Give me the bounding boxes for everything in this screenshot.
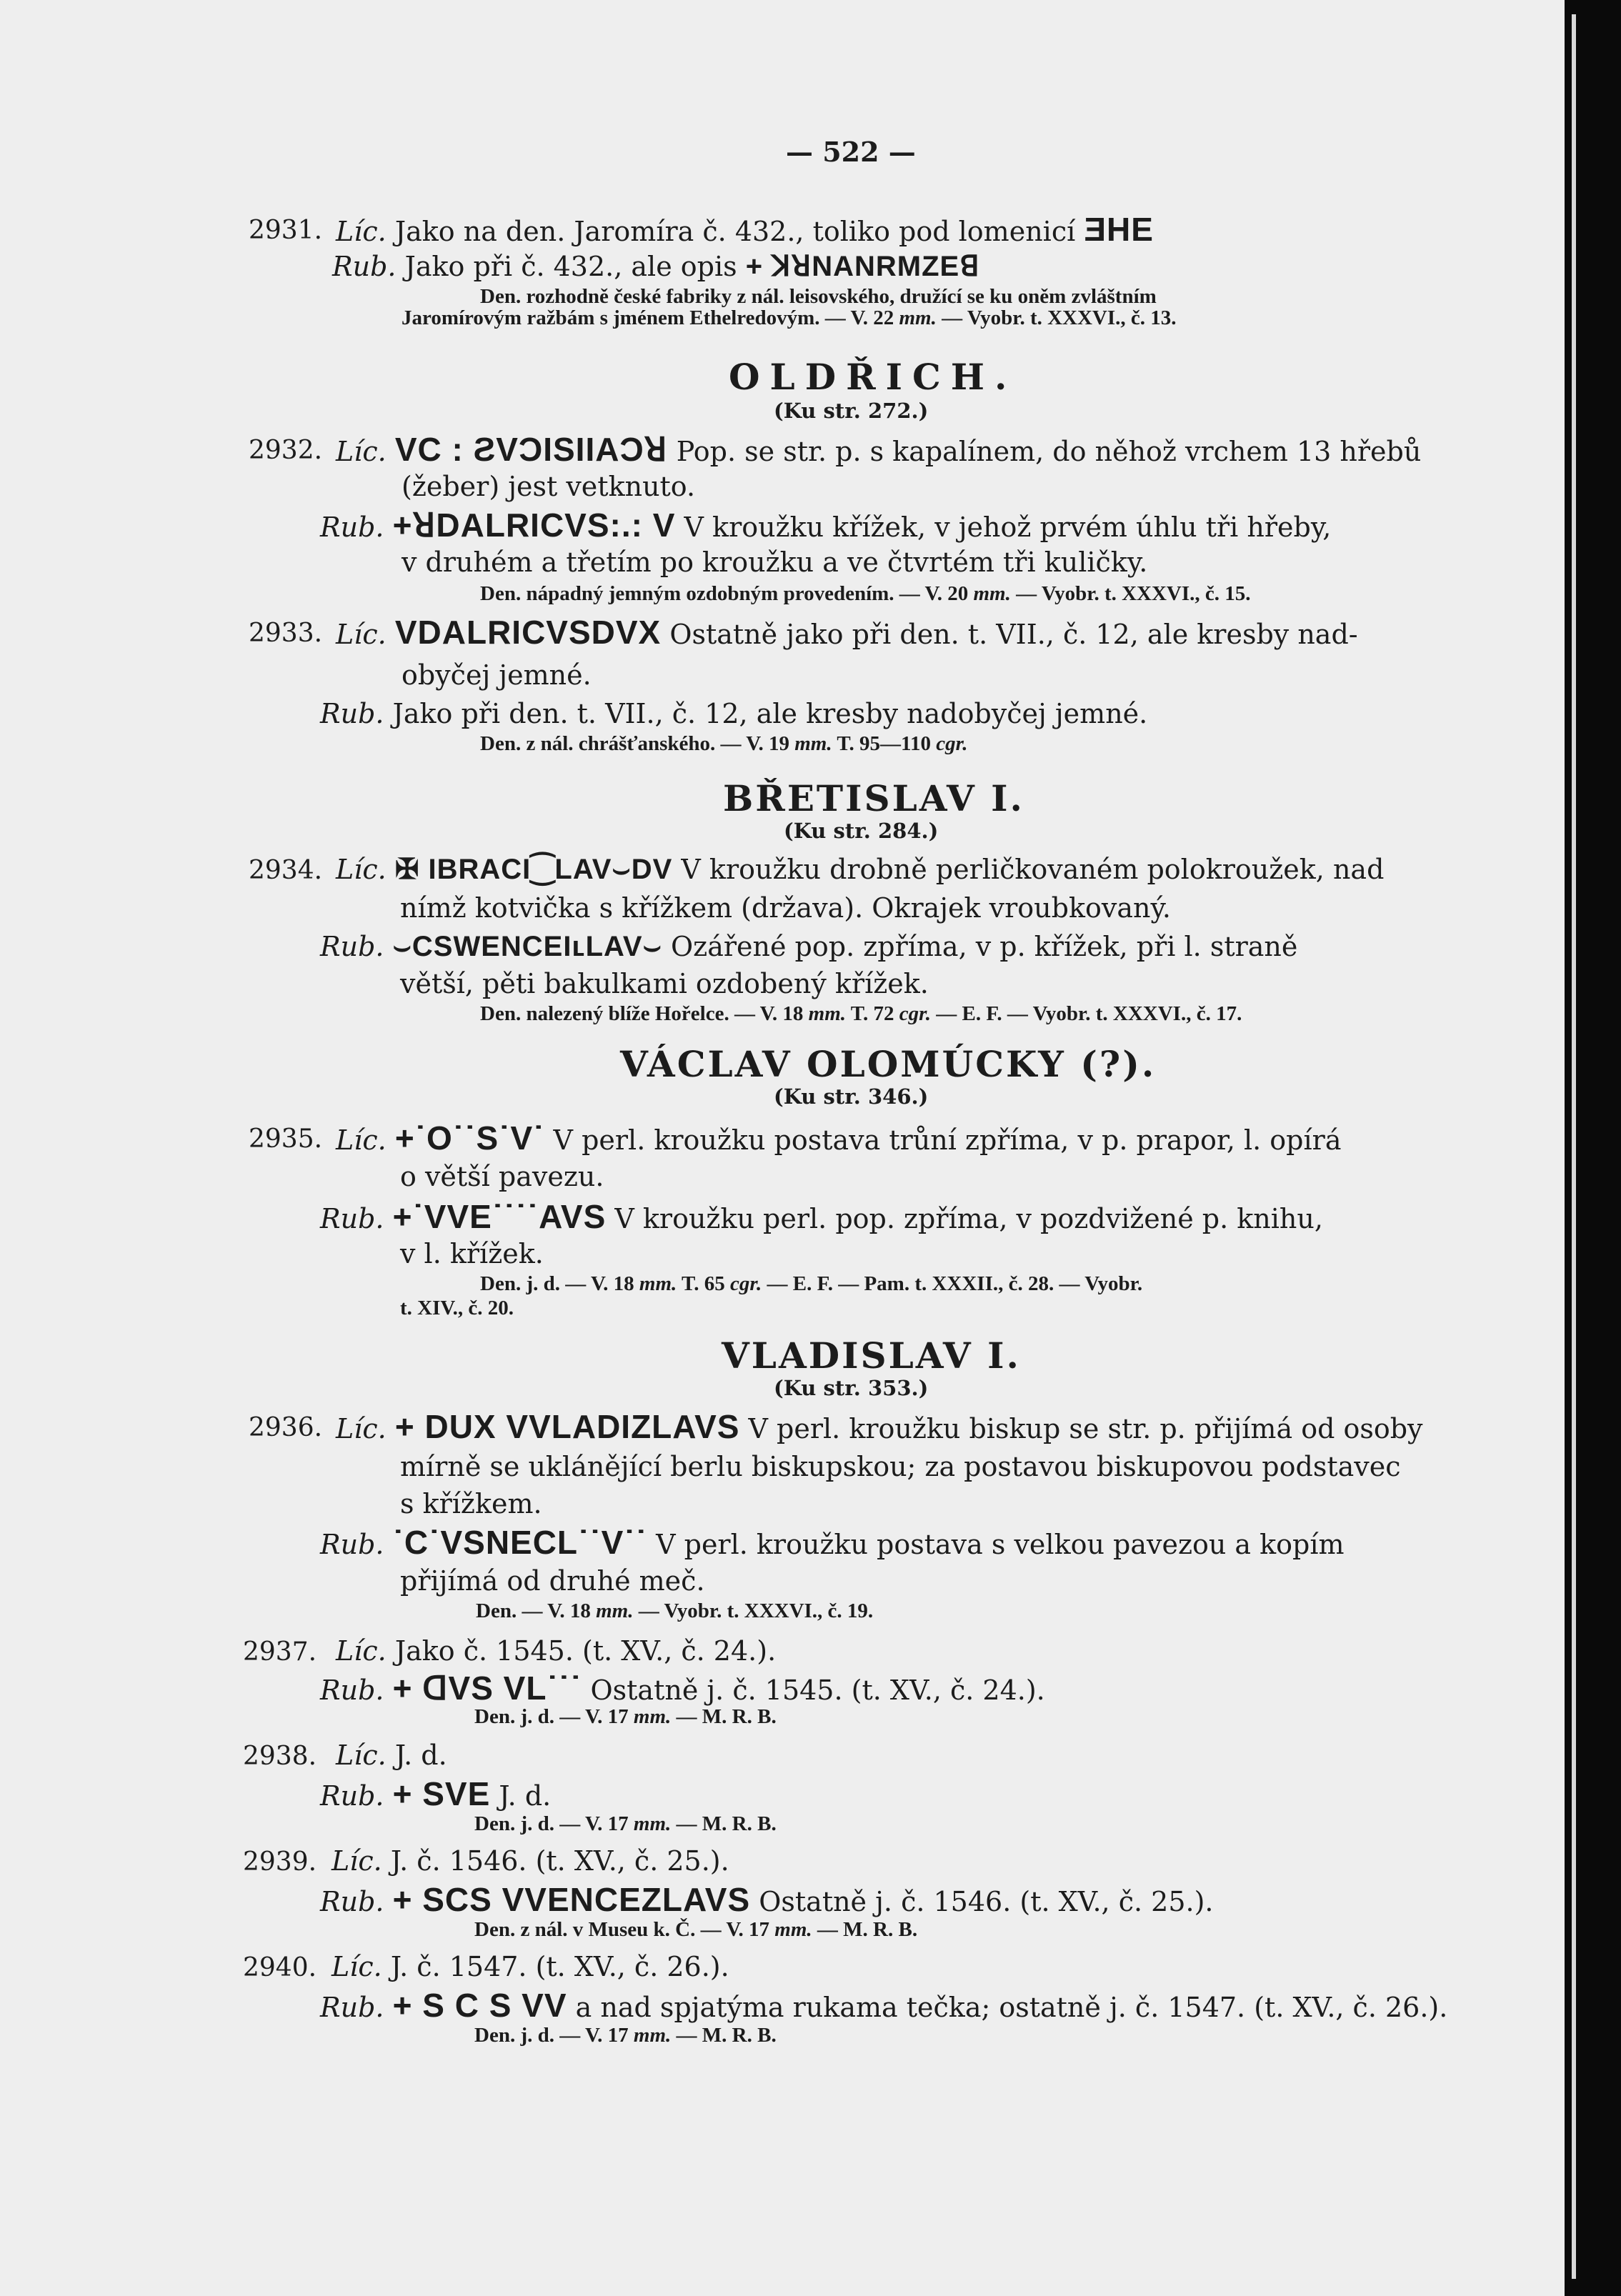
note-unit: mm. [774,1918,812,1941]
obverse-text: Ostatně jako při den. t. VII., č. 12, ale kresby nad- [669,619,1358,650]
reverse-label: Rub. [320,1992,384,2023]
obverse-text: obyčej jemné. [401,659,592,691]
note [476,1599,873,1623]
reverse-line [320,930,1297,963]
reverse-label: Rub. [332,251,396,282]
obverse-line [336,1119,1342,1157]
note-unit: mm. [596,1599,634,1622]
coin-legend: ƎHE [1084,211,1154,248]
reverse-line [320,1669,1045,1707]
obverse-text: (žeber) jest vetknuto. [401,471,696,502]
obverse-line [336,1634,776,1667]
obverse-text: nímž kotvička s křížkem (država). Okrajek vroubkovaný. [400,892,1171,924]
reverse-label: Rub. [320,1780,384,1812]
obverse-text: Pop. se str. p. s kapalínem, do něhož vrchem 13 hřebů [676,436,1422,467]
note [480,732,968,756]
reverse-line [332,250,980,283]
note [474,1917,917,1942]
reverse-text: v druhém a třetím po kroužku a ve čtvrtém tři kuličky. [401,546,1148,578]
coin-legend: ⌣CSWENCEIʟLAV⌣ [392,931,662,962]
coin-legend: VDALRICVSDVX [394,614,662,651]
obverse-label: Líc. [336,216,386,247]
reverse-text: větší, pěti bakulkami ozdobený křížek. [400,968,929,999]
entry-number: 2934. [249,856,323,885]
note [480,1272,1142,1296]
coin-legend: +˙VVE˙˙˙˙AVS [392,1198,607,1235]
reverse-line [320,1777,551,1812]
reverse-line [320,1200,1323,1235]
note [474,1812,777,1836]
reverse-label: Rub. [320,931,384,962]
obverse-label: Líc. [336,1124,386,1156]
entry-number: 2935. [249,1124,323,1154]
note-text: T. 72 [850,1002,894,1025]
entry-number: 2940. [243,1953,317,1982]
obverse-line [336,853,1384,886]
obverse-line [336,433,1421,468]
obverse-text: V kroužku drobně perličkovaném polokroužek, nad [681,854,1385,885]
note-unit: mm. [633,1705,672,1728]
obverse-text: J. d. [394,1740,447,1771]
obverse-text: Jako na den. Jaromíra č. 432., toliko pod lomenicí [394,216,1076,247]
note-unit: mm. [639,1272,677,1295]
coin-legend: +ꓤDALRICVS:.: V [392,506,676,544]
note-text: — M. R. B. [676,2024,777,2047]
entry-number: 2937. [243,1637,317,1667]
obverse-line [336,213,1154,248]
note-text: Den. j. d. — V. 17 [474,2024,629,2047]
note-text: T. 95—110 [837,732,931,755]
reverse-label: Rub. [320,1529,384,1560]
note-unit: mm. [633,2024,672,2047]
obverse-text: J. č. 1547. (t. XV., č. 26.). [390,1951,729,1982]
section-heading: OLDŘICH. [729,356,1017,398]
obverse-label: Líc. [336,619,386,650]
reverse-text: V perl. kroužku postava s velkou pavezou a kopím [656,1529,1345,1560]
reverse-text: V kroužku perl. pop. zpříma, v pozdvižené p. knihu, [614,1203,1323,1234]
obverse-label: Líc. [336,854,386,885]
note-text: — E. F. — Pam. t. XXXII., č. 28. — Vyobr. [767,1272,1143,1295]
page-number: — 522 — [786,136,916,168]
note-text: — Vyobr. t. XXXVI., č. 13. [942,306,1177,329]
note-text: Den. z nál. chrášťanského. — V. 19 [480,732,789,755]
reverse-text: a nad spjatýma rukama tečka; ostatně j. č. 1547. (t. XV., č. 26.). [575,1992,1448,2023]
note-text: Den. nápadný jemným ozdobným provedením. — V. 20 [480,582,969,605]
note [480,1002,1242,1026]
obverse-label: Líc. [336,1635,386,1667]
obverse-label: Líc. [336,1413,386,1444]
reverse-line [320,697,1147,730]
obverse-text: V perl. kroužku postava trůní zpříma, v p. prapor, l. opírá [553,1124,1342,1156]
note-text: Den. — V. 18 [476,1599,591,1622]
obverse-line [331,1845,729,1877]
section-heading: BŘETISLAV I. [723,777,1024,819]
coin-legend: + DUX VVLADIZLAVS [394,1408,740,1445]
coin-legend: + SCS VVENCEZLAVS [392,1881,751,1918]
note-text: — M. R. B. [676,1812,777,1835]
coin-legend: +˙O˙˙S˙V˙ [394,1119,545,1157]
note [480,582,1251,606]
entry-number: 2939. [243,1847,317,1877]
coin-legend: VC : ƧVϽISIIAϽꓤ [394,431,668,468]
coin-legend: ✠ IBRACI⁐LAV⌣DV [394,854,673,885]
note-unit: mm. [794,732,832,755]
note-unit: mm. [973,582,1011,605]
reverse-text: Ozářené pop. zpříma, v p. křížek, při l. straně [671,931,1298,962]
coin-legend: + ꓷVS VL˙˙˙ [392,1669,582,1707]
obverse-line [336,1410,1423,1445]
reverse-label: Rub. [320,1886,384,1917]
note-unit: mm. [633,1812,672,1835]
note-unit: mm. [808,1002,847,1025]
section-heading: VÁCLAV OLOMÚCKY (?). [620,1043,1157,1085]
obverse-line [336,1739,447,1772]
obverse-label: Líc. [331,1951,382,1982]
section-subheading: (Ku str. 284.) [784,819,939,843]
reverse-text: Ostatně j. č. 1545. (t. XV., č. 24.). [590,1674,1045,1706]
obverse-text: mírně se uklánějící berlu biskupskou; za postavou biskupovou podstavec [400,1451,1401,1482]
entry-number: 2933. [249,619,323,648]
note [474,2023,777,2047]
reverse-line [320,1883,1214,1918]
note [401,306,1177,330]
obverse-line [336,616,1358,651]
section-subheading: (Ku str. 346.) [774,1084,929,1109]
note-text: Den. nalezený blíže Hořelce. — V. 18 [480,1002,804,1025]
reverse-line [320,1989,1447,2024]
note-text: — M. R. B. [676,1705,777,1728]
reverse-label: Rub. [320,1674,384,1706]
obverse-text: J. č. 1546. (t. XV., č. 25.). [390,1845,729,1877]
reverse-text: V kroužku křížek, v jehož prvém úhlu tři hřeby, [684,511,1332,543]
coin-legend: + S C S VV [392,1987,567,2024]
reverse-text: Ostatně j. č. 1546. (t. XV., č. 25.). [759,1886,1214,1917]
note-text: Den. j. d. — V. 17 [474,1705,629,1728]
reverse-text: Jako při č. 432., ale opis [404,251,737,282]
reverse-line [320,506,1332,544]
entry-number: 2938. [243,1742,317,1771]
reverse-text: Jako při den. t. VII., č. 12, ale kresby nadobyčej jemné. [392,698,1148,729]
obverse-label: Líc. [331,1845,382,1877]
note-text: Jaromírovým ražbám s jménem Ethelredovým. — V. 22 [401,306,894,329]
reverse-text: přijímá od druhé meč. [400,1565,705,1597]
coin-legend: + ꓘꓤNANRMZEꓭ [745,251,980,282]
entry-number: 2932. [249,436,323,465]
note-text: — E. F. — Vyobr. t. XXXVI., č. 17. [936,1002,1242,1025]
note: Den. rozhodně české fabriky z nál. leisovského, družící se ku oněm zvláštním [480,285,1157,308]
obverse-text: V perl. kroužku biskup se str. p. přijímá od osoby [748,1413,1423,1444]
note-text: Den. j. d. — V. 18 [480,1272,634,1295]
note [474,1704,777,1729]
note-text: — Vyobr. t. XXXVI., č. 19. [638,1599,874,1622]
coin-legend: ˙C˙VSNECL˙˙V˙˙ [392,1524,647,1561]
note-text: — Vyobr. t. XXXVI., č. 15. [1016,582,1251,605]
note-text: T. 65 [682,1272,725,1295]
note-unit: cgr. [899,1002,932,1025]
note-unit: cgr. [729,1272,762,1295]
note-text: — M. R. B. [817,1918,918,1941]
reverse-label: Rub. [320,1203,384,1234]
obverse-label: Líc. [336,1740,386,1771]
note-unit: mm. [899,306,937,329]
coin-legend: + SVE [392,1775,491,1812]
next-page-edge [1572,14,1576,2279]
obverse-text: o větší pavezu. [400,1161,604,1192]
reverse-text: v l. křížek. [400,1238,544,1269]
reverse-line [320,1526,1345,1561]
note-text: Den. z nál. v Museu k. Č. — V. 17 [474,1918,770,1941]
reverse-label: Rub. [320,511,384,543]
section-subheading: (Ku str. 353.) [774,1376,929,1400]
note: t. XIV., č. 20. [400,1297,514,1319]
obverse-text: Jako č. 1545. (t. XV., č. 24.). [394,1635,777,1667]
section-heading: VLADISLAV I. [722,1334,1021,1377]
note-unit: cgr. [936,732,968,755]
section-subheading: (Ku str. 272.) [774,399,929,423]
obverse-line [331,1950,729,1983]
note-text: Den. j. d. — V. 17 [474,1812,629,1835]
reverse-text: J. d. [499,1780,552,1812]
obverse-text: s křížkem. [400,1488,542,1519]
entry-number: 2936. [249,1413,323,1442]
entry-number: 2931. [249,216,323,245]
obverse-label: Líc. [336,436,386,467]
reverse-label: Rub. [320,698,384,729]
